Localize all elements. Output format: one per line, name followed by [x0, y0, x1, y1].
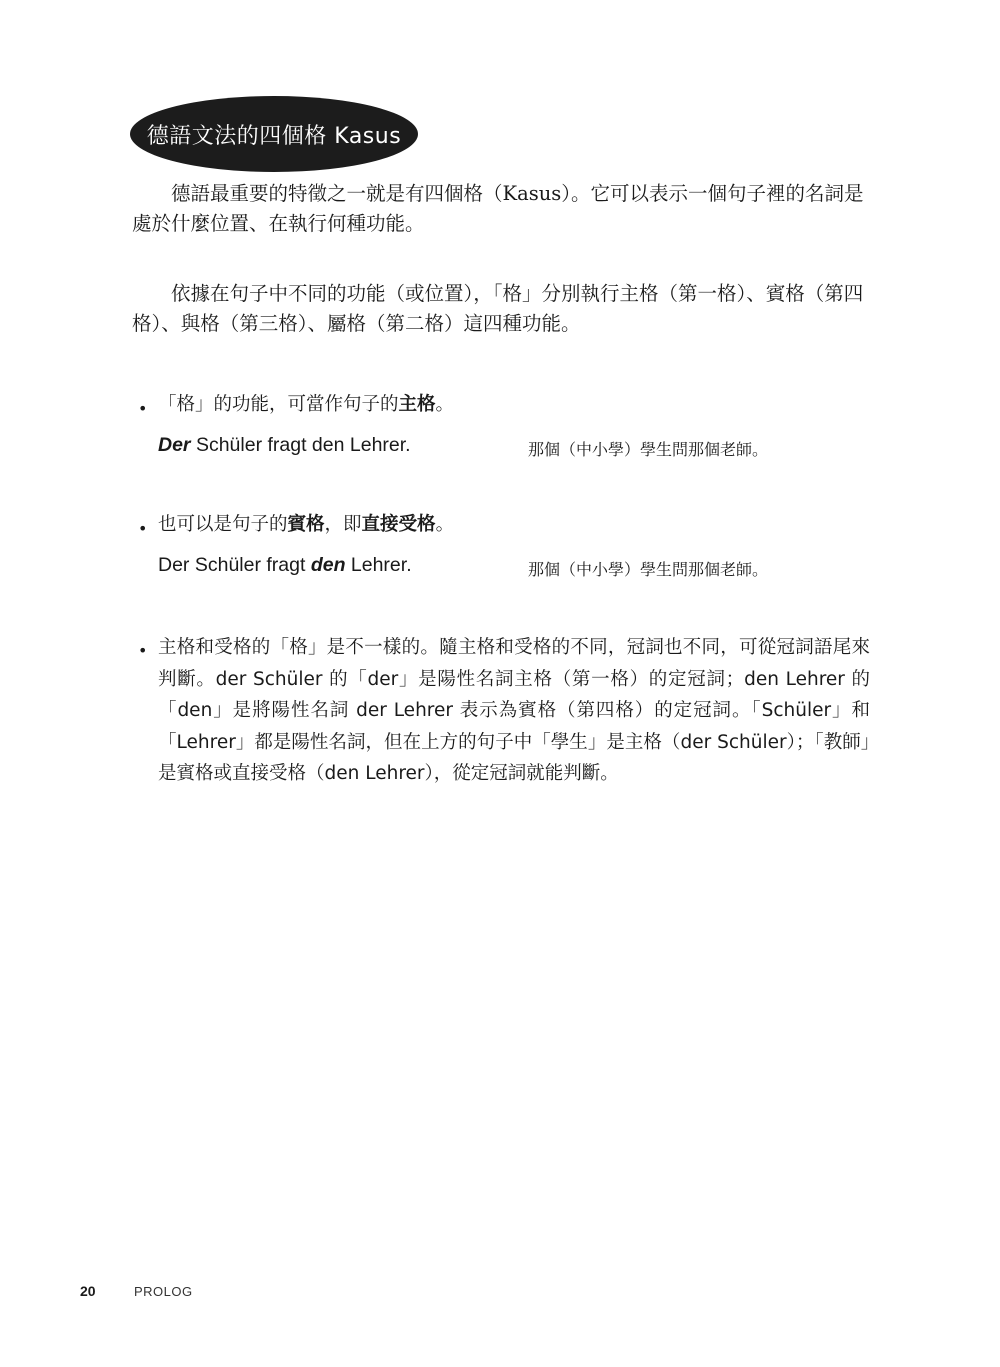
section-heading: 德語文法的四個格 Kasus — [146, 123, 402, 149]
point1-text-before: 「格」的功能，可當作句子的 — [158, 394, 399, 415]
section-label: PROLOG — [134, 1284, 193, 1299]
point1-example — [158, 434, 411, 457]
point1-text-after: 。 — [435, 394, 455, 415]
point2-text — [158, 511, 454, 539]
point2-translation: 那個（中小學）學生問那個老師。 — [528, 560, 769, 579]
page-number: 20 — [80, 1283, 96, 1299]
point2-text-mid: ，即 — [324, 514, 362, 535]
functions-paragraph: 依據在句子中不同的功能（或位置），「格」分別執行主格（第一格）、賓格（第四格）、與格（第三格）、屬格（第二格）這四種功能。 — [132, 282, 864, 335]
point2-example-before: Der Schüler fragt — [158, 554, 311, 576]
section-heading-badge — [130, 96, 418, 172]
point1-example-emphasis: Der — [158, 434, 191, 456]
point1-example-rest: Schüler fragt den Lehrer. — [190, 434, 411, 456]
point1-translation: 那個（中小學）學生問那個老師。 — [528, 440, 769, 459]
point2-example — [158, 554, 412, 577]
bullet-marker: • — [138, 399, 148, 418]
point3-paragraph: 主格和受格的「格」是不一樣的。隨主格和受格的不同，冠詞也不同，可從冠詞語尾來判斷。der Schüler 的「der」是陽性名詞主格（第一格）的定冠詞；den Lehrer 的「den」是將陽性名詞 der Lehrer 表示為賓格（第四格）的定冠詞。「Schüler」和「Lehrer」都是陽性名詞，但在上方的句子中「學生」是主格（der Schüler）；「教師」是賓格或直接受格（den Lehrer），從定冠詞就能判斷。 — [158, 637, 870, 784]
point2-example-emphasis: den — [310, 554, 346, 576]
point1-bold-term: 主格 — [398, 394, 436, 415]
point2-text-before: 也可以是句子的 — [158, 514, 288, 535]
point2-example-after: Lehrer. — [345, 554, 412, 576]
point2-bold-term-1: 賓格 — [287, 514, 325, 535]
bullet-marker: • — [138, 641, 148, 660]
point2-text-after: 。 — [435, 514, 455, 535]
bullet-marker: • — [138, 519, 148, 538]
point2-bold-term-2: 直接受格 — [361, 514, 436, 535]
intro-paragraph: 德語最重要的特徵之一就是有四個格（Kasus）。它可以表示一個句子裡的名詞是處於什麼位置、在執行何種功能。 — [132, 182, 864, 235]
point1-text — [158, 391, 454, 419]
